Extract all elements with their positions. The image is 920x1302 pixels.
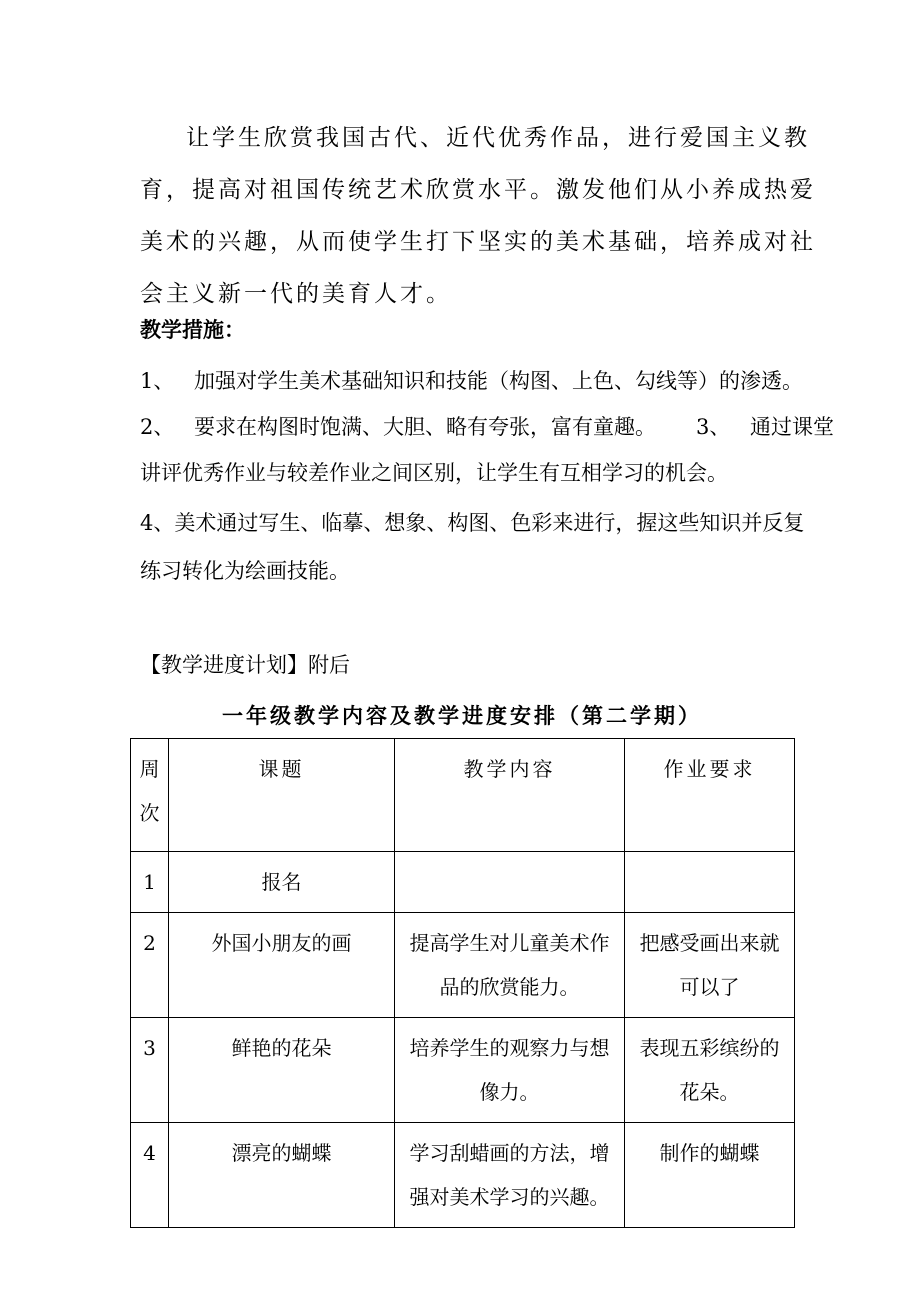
- measure-item: [140, 550, 350, 592]
- cell-topic: 报名: [169, 852, 395, 913]
- schedule-table: [130, 738, 795, 1228]
- cell-content: 学习刮蜡画的方法，增强对美术学习的兴趣。: [395, 1123, 625, 1228]
- measure-number: 1、: [140, 369, 175, 393]
- header-topic: 课题: [169, 739, 395, 852]
- cell-week: 1: [131, 852, 169, 913]
- intro-paragraph: [140, 112, 830, 320]
- table-row: [131, 1123, 795, 1228]
- measures-heading: 教学措施：: [140, 318, 245, 342]
- measure-text: 要求在构图时饱满、大胆、略有夸张，富有童趣。: [194, 415, 656, 439]
- cell-homework: 制作的蝴蝶: [625, 1123, 795, 1228]
- cell-topic: 鲜艳的花朵: [169, 1018, 395, 1123]
- header-week: 周次: [131, 739, 169, 852]
- measure-item: [140, 360, 803, 402]
- plan-reference: 【教学进度计划】附后: [140, 653, 350, 677]
- table-title: 一年级教学内容及教学进度安排（第二学期）: [222, 704, 702, 728]
- cell-homework: [625, 852, 795, 913]
- cell-content: [395, 852, 625, 913]
- intro-text: 让学生欣赏我国古代、近代优秀作品，进行爱国主义教育，提高对祖国传统艺术欣赏水平。激发他们从小养成热爱美术的兴趣，从而使学生打下坚实的美术基础，培养成对社会主义新一代的美育人才。: [140, 125, 816, 307]
- cell-week: 3: [131, 1018, 169, 1123]
- header-homework: 作业要求: [625, 739, 795, 852]
- measure-text: 练习转化为绘画技能。: [140, 559, 350, 583]
- measure-text: 4、美术通过写生、临摹、想象、构图、色彩来进行，握这些知识并反复: [140, 511, 805, 535]
- cell-content: 培养学生的观察力与想像力。: [395, 1018, 625, 1123]
- measure-item: [140, 452, 728, 494]
- measure-item: [140, 406, 834, 448]
- measure-text: 讲评优秀作业与较差作业之间区别，让学生有互相学习的机会。: [140, 461, 728, 485]
- measure-number: 3、: [696, 415, 731, 439]
- measure-item: [140, 502, 804, 544]
- table-row: [131, 852, 795, 913]
- cell-homework: 把感受画出来就可以了: [625, 913, 795, 1018]
- cell-topic: 漂亮的蝴蝶: [169, 1123, 395, 1228]
- measure-text: 通过课堂: [750, 415, 834, 439]
- table-header-row: [131, 739, 795, 852]
- measure-number: 2、: [140, 415, 175, 439]
- measure-text: 加强对学生美术基础知识和技能（构图、上色、勾线等）的渗透。: [194, 369, 803, 393]
- cell-topic: 外国小朋友的画: [169, 913, 395, 1018]
- cell-week: 2: [131, 913, 169, 1018]
- cell-content: 提高学生对儿童美术作品的欣赏能力。: [395, 913, 625, 1018]
- cell-homework: 表现五彩缤纷的花朵。: [625, 1018, 795, 1123]
- table-row: [131, 1018, 795, 1123]
- table-row: [131, 913, 795, 1018]
- header-content: 教学内容: [395, 739, 625, 852]
- cell-week: 4: [131, 1123, 169, 1228]
